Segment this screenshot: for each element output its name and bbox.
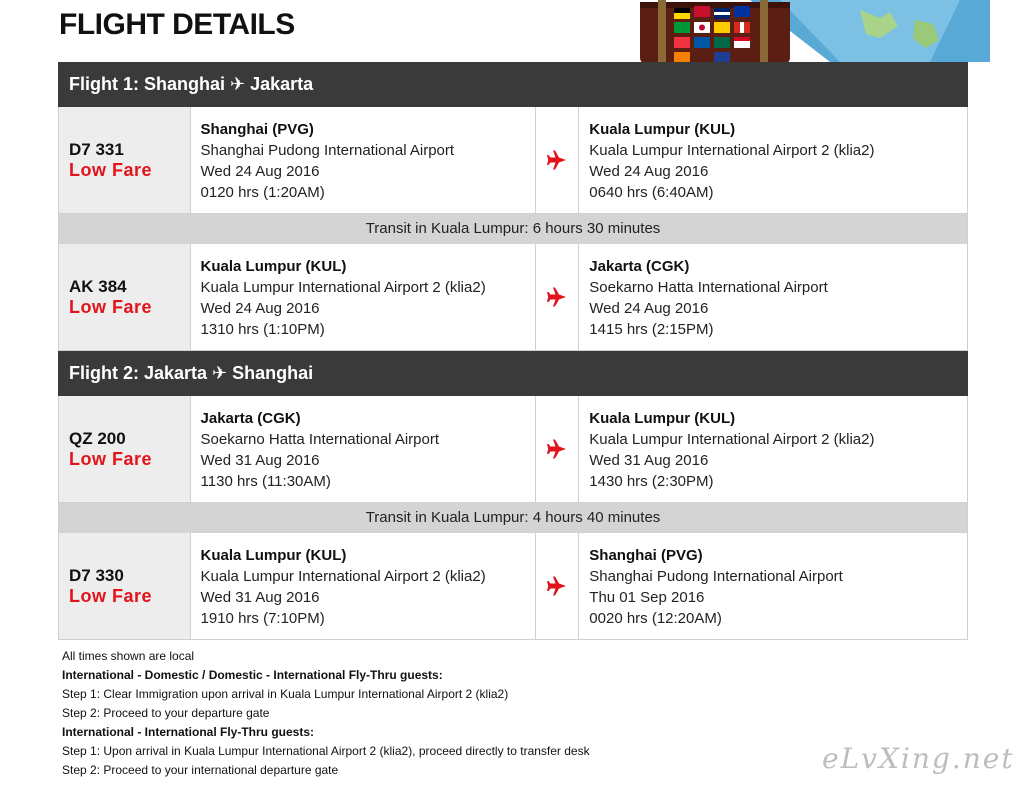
- arrival-airport: Kuala Lumpur International Airport 2 (klia2): [589, 142, 875, 159]
- departure-date: Wed 31 Aug 2016: [200, 452, 320, 469]
- arrival-city: Kuala Lumpur (KUL): [589, 410, 736, 427]
- departure-date: Wed 31 Aug 2016: [200, 589, 320, 606]
- departure-time: 1910 hrs (7:10PM): [200, 610, 325, 627]
- arrival-info: [578, 533, 967, 639]
- arrival-date: Thu 01 Sep 2016: [589, 589, 705, 606]
- arrival-date: Wed 24 Aug 2016: [589, 300, 709, 317]
- fly-thru-group-1-title: International - Domestic / Domestic - International Fly-Thru guests:: [62, 668, 443, 682]
- fare-type: Low Fare: [69, 449, 153, 469]
- flight-leg: [58, 533, 968, 640]
- fly-thru-group-1-step-2: Step 2: Proceed to your departure gate: [62, 706, 270, 720]
- red-plane-icon: [545, 285, 569, 309]
- flight-number: D7 330: [69, 566, 124, 585]
- watermark: eLvXing.net: [822, 742, 1015, 775]
- plane-icon: ✈: [230, 74, 246, 94]
- suitcase-banner-image: [630, 0, 990, 62]
- flight-number: AK 384: [69, 277, 127, 296]
- arrival-city: Shanghai (PVG): [589, 547, 703, 564]
- flight-number: D7 331: [69, 140, 124, 159]
- arrival-time: 1415 hrs (2:15PM): [589, 321, 714, 338]
- flight-leg: [58, 244, 968, 351]
- flight-leg: [58, 107, 968, 214]
- section-header-flight-1: [58, 62, 968, 107]
- transit-info: Transit in Kuala Lumpur: 4 hours 40 minutes: [58, 503, 968, 533]
- arrival-time: 1430 hrs (2:30PM): [589, 473, 714, 490]
- fly-thru-group-2-step-1: Step 1: Upon arrival in Kuala Lumpur International Airport 2 (klia2), proceed directly to transfer desk: [62, 744, 590, 758]
- section-title-suffix: Jakarta: [250, 74, 314, 94]
- arrival-city: Jakarta (CGK): [589, 258, 690, 275]
- route-arrow-cell: [535, 244, 579, 350]
- flight-code-cell: [59, 244, 190, 350]
- local-times-note: All times shown are local: [62, 649, 195, 663]
- departure-time: 0120 hrs (1:20AM): [200, 184, 325, 201]
- flight-leg: [58, 396, 968, 503]
- departure-time: 1130 hrs (11:30AM): [200, 473, 331, 490]
- page-title: FLIGHT DETAILS: [59, 8, 295, 41]
- arrival-info: [578, 396, 967, 502]
- section-header-flight-2: [58, 351, 968, 396]
- departure-date: Wed 24 Aug 2016: [200, 163, 320, 180]
- section-title-suffix: Shanghai: [232, 363, 314, 383]
- departure-airport: Shanghai Pudong International Airport: [200, 142, 455, 159]
- arrival-info: [578, 107, 967, 213]
- fare-type: Low Fare: [69, 160, 153, 180]
- departure-city: Kuala Lumpur (KUL): [200, 547, 347, 564]
- departure-info: [190, 107, 535, 213]
- section-title-prefix: Flight 2: Jakarta: [69, 363, 208, 383]
- red-plane-icon: [545, 148, 569, 172]
- departure-date: Wed 24 Aug 2016: [200, 300, 320, 317]
- departure-time: 1310 hrs (1:10PM): [200, 321, 325, 338]
- red-plane-icon: [545, 574, 569, 598]
- departure-airport: Soekarno Hatta International Airport: [200, 431, 440, 448]
- fly-thru-group-2-step-2: Step 2: Proceed to your international departure gate: [62, 763, 339, 777]
- departure-info: [190, 244, 535, 350]
- arrival-airport: Soekarno Hatta International Airport: [589, 279, 828, 296]
- transit-info: Transit in Kuala Lumpur: 6 hours 30 minutes: [58, 214, 968, 244]
- flight-itinerary: [58, 62, 968, 640]
- plane-icon: ✈: [212, 363, 228, 383]
- fly-thru-group-2-title: International - International Fly-Thru guests:: [62, 725, 315, 739]
- departure-city: Shanghai (PVG): [200, 121, 314, 138]
- fly-thru-group-1-step-1: Step 1: Clear Immigration upon arrival in Kuala Lumpur International Airport 2 (klia2): [62, 687, 509, 701]
- arrival-airport: Shanghai Pudong International Airport: [589, 568, 843, 585]
- departure-airport: Kuala Lumpur International Airport 2 (klia2): [200, 279, 486, 296]
- arrival-time: 0640 hrs (6:40AM): [589, 184, 714, 201]
- arrival-airport: Kuala Lumpur International Airport 2 (klia2): [589, 431, 875, 448]
- route-arrow-cell: [535, 107, 579, 213]
- departure-airport: Kuala Lumpur International Airport 2 (klia2): [200, 568, 486, 585]
- arrival-info: [578, 244, 967, 350]
- red-plane-icon: [545, 437, 569, 461]
- flight-code-cell: [59, 396, 190, 502]
- departure-city: Jakarta (CGK): [200, 410, 301, 427]
- route-arrow-cell: [535, 533, 579, 639]
- flight-number: QZ 200: [69, 429, 126, 448]
- flight-code-cell: [59, 533, 190, 639]
- fare-type: Low Fare: [69, 297, 153, 317]
- flight-code-cell: [59, 107, 190, 213]
- departure-info: [190, 396, 535, 502]
- arrival-time: 0020 hrs (12:20AM): [589, 610, 722, 627]
- arrival-city: Kuala Lumpur (KUL): [589, 121, 736, 138]
- departure-info: [190, 533, 535, 639]
- route-arrow-cell: [535, 396, 579, 502]
- section-title-prefix: Flight 1: Shanghai: [69, 74, 225, 94]
- arrival-date: Wed 24 Aug 2016: [589, 163, 709, 180]
- fare-type: Low Fare: [69, 586, 153, 606]
- transfer-notes: [62, 647, 590, 780]
- arrival-date: Wed 31 Aug 2016: [589, 452, 709, 469]
- departure-city: Kuala Lumpur (KUL): [200, 258, 347, 275]
